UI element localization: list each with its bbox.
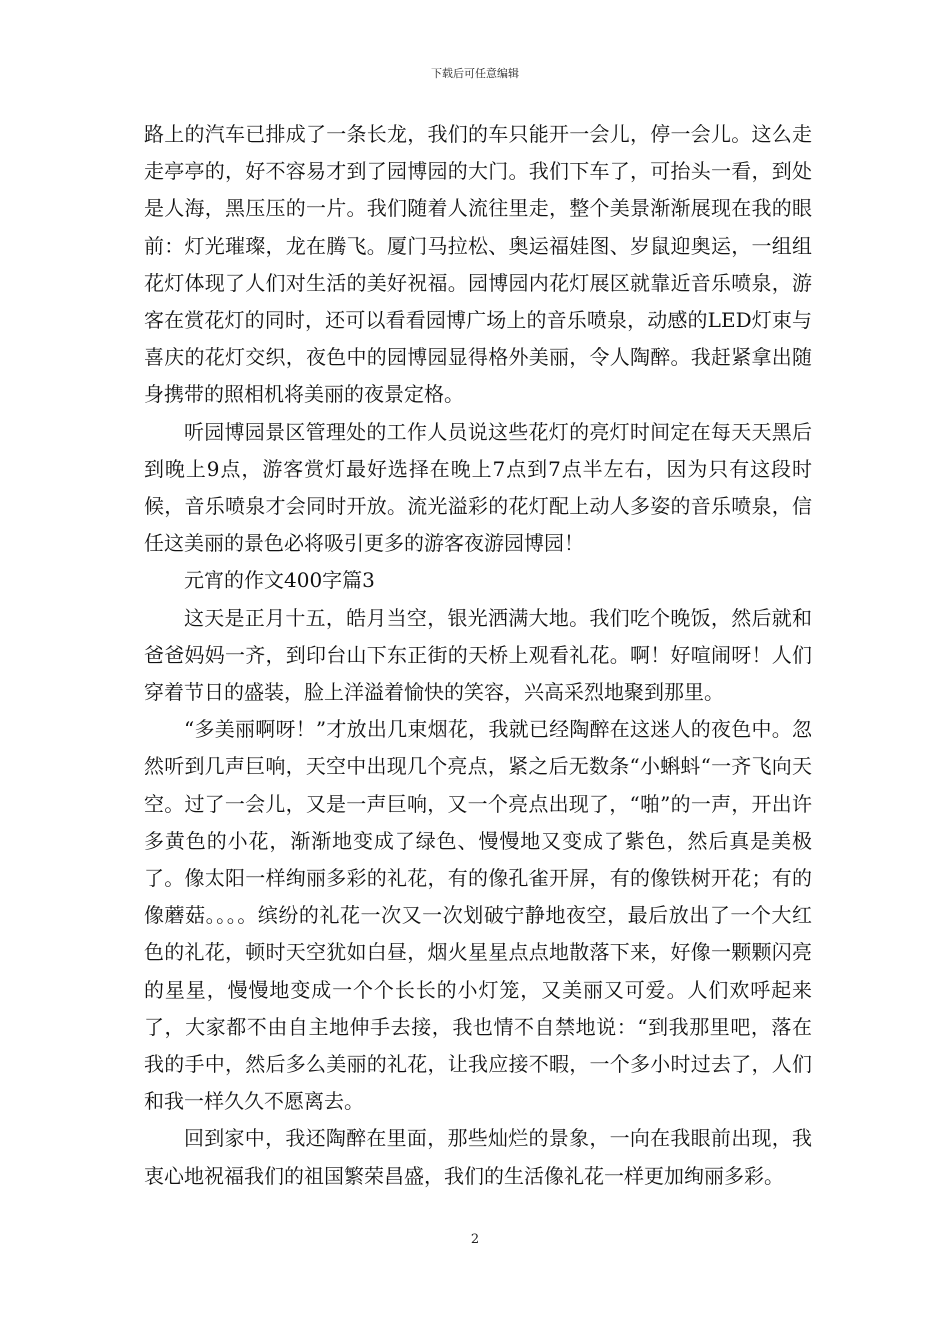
section-heading: 元宵的作文400字篇3 <box>184 568 375 593</box>
paragraph: 回到家中，我还陶醉在里面，那些灿烂的景象，一向在我眼前出现，我衷心地祝福我们的祖国繁荣昌盛，我们的生活像礼花一样更加绚丽多彩。 <box>144 1126 812 1188</box>
paragraph-continued: 路上的汽车已排成了一条长龙，我们的车只能开一会儿，停一会儿。这么走走亭亭的，好不容易才到了园博园的大门。我们下车了，可抬头一看，到处是人海，黑压压的一片。我们随着人流往里走，整个美景渐渐展现在我的眼前：灯光璀璨，龙在腾飞。厦门马拉松、奥运福娃图、岁鼠迎奥运，一组组花灯体现了人们对生活的美好祝福。园博园内花灯展区就靠近音乐喷泉，游客在赏花灯的同时，还可以看看园博广场上的音乐喷泉，动感的LED灯束与喜庆的花灯交织，夜色中的园博园显得格外美丽，令人陶醉。我赶紧拿出随身携带的照相机将美丽的夜景定格。 <box>144 122 812 407</box>
page-number: 2 <box>470 1232 480 1247</box>
paragraph: 听园博园景区管理处的工作人员说这些花灯的亮灯时间定在每天天黑后到晚上9点，游客赏灯最好选择在晚上7点到7点半左右，因为只有这段时候，音乐喷泉才会同时开放。流光溢彩的花灯配上动人多姿的音乐喷泉，信任这美丽的景色必将吸引更多的游客夜游园博园！ <box>144 419 812 556</box>
document-body <box>144 116 812 1195</box>
paragraph: 这天是正月十五，皓月当空，银光洒满大地。我们吃个晚饭，然后就和爸爸妈妈一齐，到印台山下东正街的天桥上观看礼花。啊！好喧闹呀！人们穿着节日的盛装，脸上洋溢着愉快的笑容，兴高采烈地聚到那里。 <box>144 605 812 705</box>
page-header-note: 下载后可任意编辑 <box>431 67 519 80</box>
paragraph: “多美丽啊呀！”才放出几束烟花，我就已经陶醉在这迷人的夜色中。忽然听到几声巨响，天空中出现几个亮点，紧之后无数条“小蝌蚪“一齐飞向天空。过了一会儿，又是一声巨响，又一个亮点出现了，“啪”的一声，开出许多黄色的小花，渐渐地变成了绿色、慢慢地又变成了紫色，然后真是美极了。像太阳一样绚丽多彩的礼花，有的像孔雀开屏，有的像铁树开花；有的像蘑菇。。。。缤纷的礼花一次又一次划破宁静地夜空，最后放出了一个大红色的礼花，顿时天空犹如白昼，烟火星星点点地散落下来，好像一颗颗闪亮的星星，慢慢地变成一个个长长的小灯笼，又美丽又可爱。人们欢呼起来了，大家都不由自主地伸手去接，我也情不自禁地说：“到我那里吧，落在我的手中，然后多么美丽的礼花，让我应接不暇，一个多小时过去了，人们和我一样久久不愿离去。 <box>144 717 812 1114</box>
